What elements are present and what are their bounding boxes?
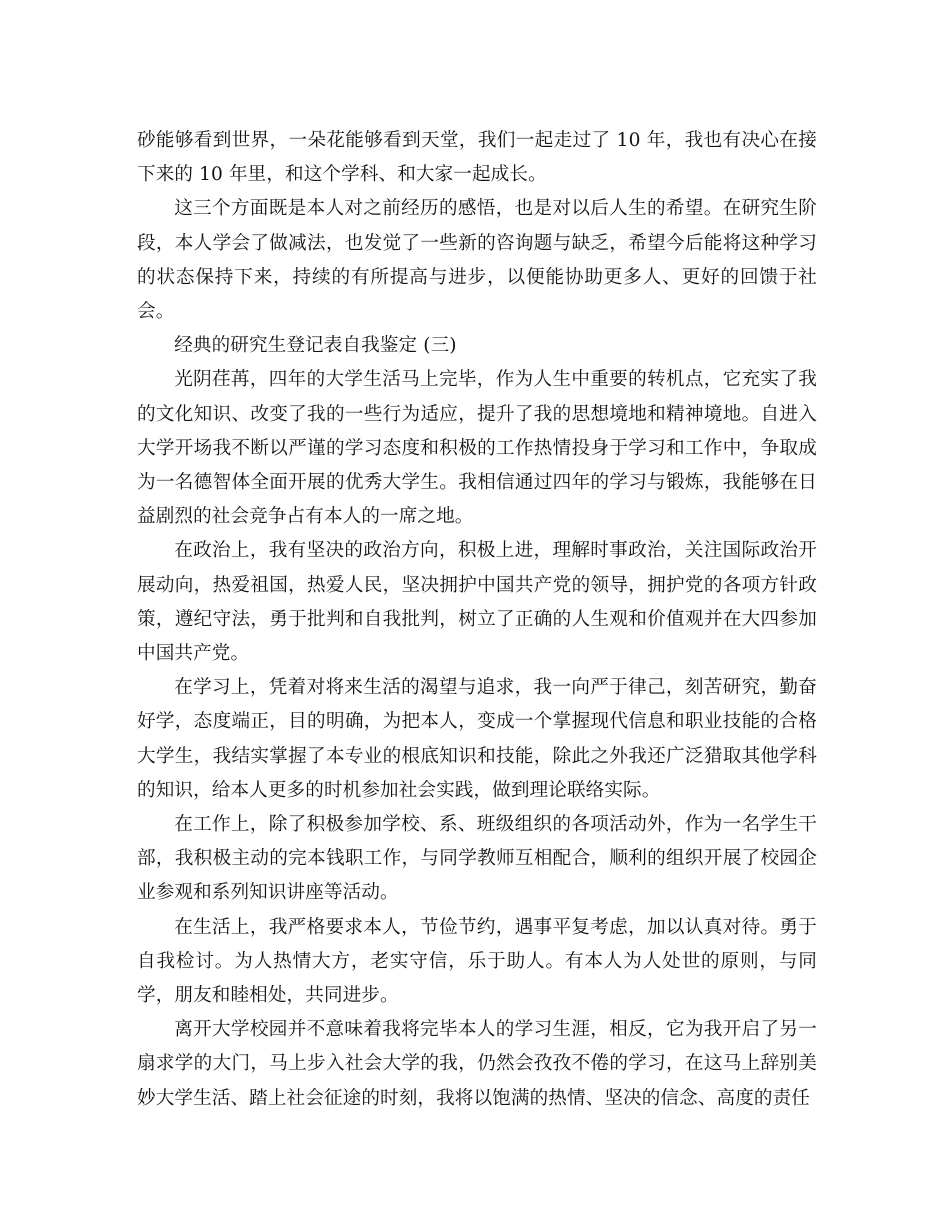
paragraph-future: 离开大学校园并不意味着我将完毕本人的学习生涯，相反，它为我开启了另一扇求学的大门，马上步入社会大学的我，仍然会孜孜不倦的学习，在这马上辞别美妙大学生活、踏上社会征途的时刻，我将以饱满的热情、坚决的信念、高度的责任 xyxy=(137,1019,817,1109)
document-body xyxy=(137,124,817,1116)
paragraph-politics: 在政治上，我有坚决的政治方向，积极上进，理解时事政治，关注国际政治开展动向，热爱祖国，热爱人民，坚决拥护中国共产党的领导，拥护党的各项方针政策，遵纪守法，勇于批判和自我批判，树立了正确的人生观和价值观并在大四参加中国共产党。 xyxy=(137,540,817,665)
paragraph-continuation: 砂能够看到世界，一朵花能够看到天堂，我们一起走过了 10 年，我也有决心在接下来的 10 年里，和这个学科、和大家一起成长。 xyxy=(137,130,817,186)
section-heading: 经典的研究生登记表自我鉴定 (三) xyxy=(174,335,457,357)
paragraph-intro: 光阴荏苒，四年的大学生活马上完毕，作为人生中重要的转机点，它充实了我的文化知识、改变了我的一些行为适应，提升了我的思想境地和精神境地。自进入大学开场我不断以严谨的学习态度和积极的工作热情投身于学习和工作中，争取成为一名德智体全面开展的优秀大学生。我相信通过四年的学习与锻炼，我能够在日益剧烈的社会竞争占有本人的一席之地。 xyxy=(137,369,817,528)
paragraph-work: 在工作上，除了积极参加学校、系、班级组织的各项活动外，作为一名学生干部，我积极主动的完本钱职工作，与同学教师互相配合，顺利的组织开展了校园企业参观和系列知识讲座等活动。 xyxy=(137,814,817,904)
paragraph-life: 在生活上，我严格要求本人，节俭节约，遇事平复考虑，加以认真对待。勇于自我检讨。为人热情大方，老实守信，乐于助人。有本人为人处世的原则，与同学，朋友和睦相处，共同进步。 xyxy=(137,916,817,1007)
paragraph-reflection-summary: 这三个方面既是本人对之前经历的感悟，也是对以后人生的希望。在研究生阶段，本人学会了做减法，也发觉了一些新的咨询题与缺乏，希望今后能将这种学习的状态保持下来，持续的有所提高与进步，以便能协助更多人、更好的回馈于社会。 xyxy=(137,198,817,323)
paragraph-study: 在学习上，凭着对将来生活的渴望与追求，我一向严于律己，刻苦研究，勤奋好学，态度端正，目的明确，为把本人，变成一个掌握现代信息和职业技能的合格大学生，我结实掌握了本专业的根底知识和技能，除此之外我还广泛猎取其他学科的知识，给本人更多的时机参加社会实践，做到理论联络实际。 xyxy=(137,677,817,801)
